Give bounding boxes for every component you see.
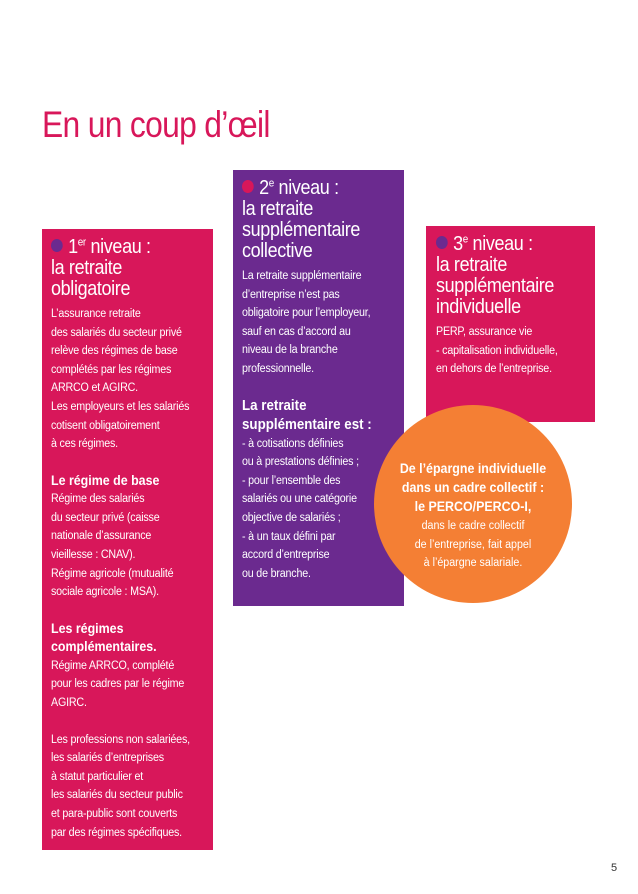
level-2-box <box>233 170 404 606</box>
bullet-dot-icon <box>436 236 448 249</box>
bullet-dot-icon <box>51 239 63 252</box>
level-1-body: L’assurance retraite des salariés du secteur privé relève des régimes de base complétés par les régimes ARRCO et AGIRC. Les employeurs et les salariés cotisent obligatoirement à ces régimes. <box>51 308 190 451</box>
perco-circle-heading: De l’épargne individuelle dans un cadre collectif : le PERCO/PERCO-I, <box>399 461 547 514</box>
level-2-body: La retraite supplémentaire d’entreprise n’est pas obligatoire pour l’employeur, sauf en cas d’accord au niveau de la branche professionnelle. <box>242 270 371 375</box>
level-1-sub-heading-base: Le régime de base <box>51 472 160 488</box>
level-2-sub-heading: La retraite supplémentaire est : <box>242 397 372 433</box>
level-1-body-2: Les professions non salariées, les salariés d’entreprises à statut particulier et les salariés du secteur public et para-public sont couverts par des régimes spécifiques. <box>51 733 190 839</box>
level-1-sub-body-complementary: Régime ARRCO, complété pour les cadres par le régime AGIRC. <box>51 659 185 709</box>
level-3-heading: 3e niveau : la retraite supplémentaire individuelle <box>436 233 555 318</box>
page-number: 5 <box>611 862 618 874</box>
page-title: En un coup d’œil <box>42 104 270 145</box>
level-1-sub-heading-complementary: Les régimes complémentaires. <box>51 620 157 655</box>
level-3-box <box>426 226 595 422</box>
perco-circle-text: dans le cadre collectif de l’entreprise, fait appel à l’épargne salariale. <box>414 520 532 569</box>
level-2-sub-body: - à cotisations définies ou à prestations définies ; - pour l’ensemble des salariés ou une catégorie objective de salariés ; - à un taux défini par accord d’entreprise ou de branche. <box>242 437 359 580</box>
perco-circle <box>374 405 572 603</box>
level-1-sub-body-base: Régime des salariés du secteur privé (caisse nationale d’assurance vieillesse : CNAV). Régime agricole (mutualité sociale agricole : MSA). <box>51 493 174 599</box>
level-3-body: PERP, assurance vie - capitalisation individuelle, en dehors de l’entreprise. <box>436 326 558 376</box>
bullet-dot-icon <box>242 180 254 193</box>
level-2-heading: 2e niveau : la retraite supplémentaire collective <box>242 177 361 262</box>
level-1-heading: 1er niveau : la retraite obligatoire <box>51 236 151 300</box>
level-1-box <box>42 229 213 850</box>
